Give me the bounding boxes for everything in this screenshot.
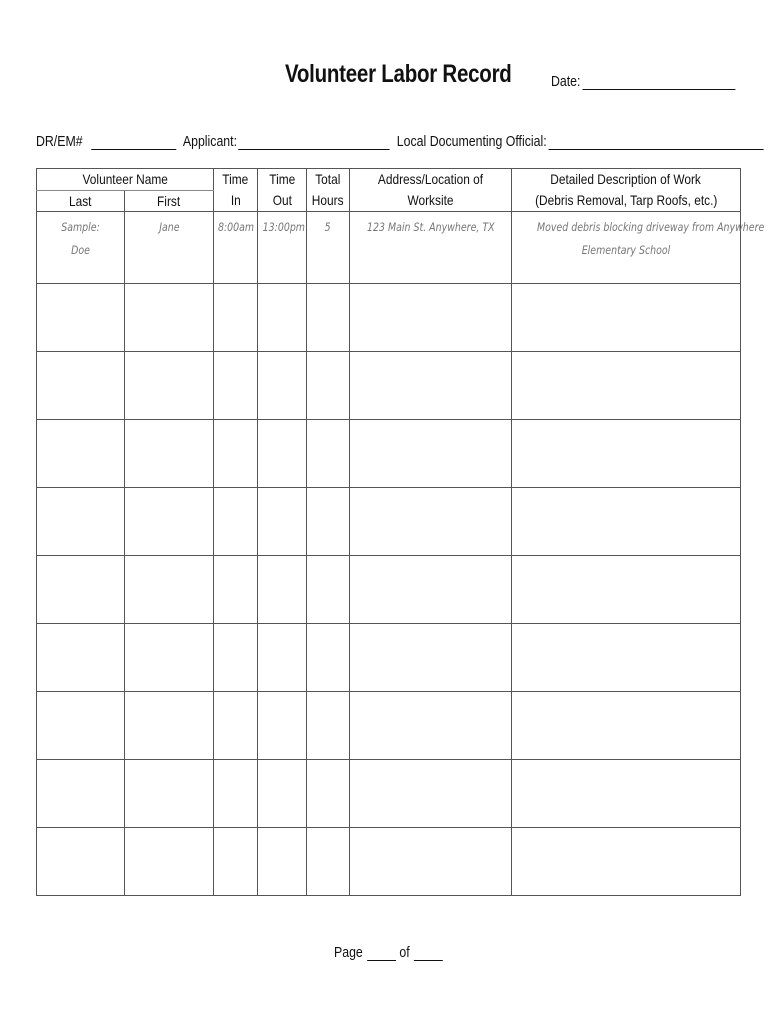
- table-row[interactable]: [37, 624, 741, 692]
- cell-description[interactable]: [512, 488, 741, 556]
- official-input-line[interactable]: [548, 135, 763, 150]
- page-footer: [334, 945, 443, 961]
- cell-first[interactable]: [125, 692, 214, 760]
- cell-hours[interactable]: [307, 692, 350, 760]
- time-in-header: Time In: [214, 169, 258, 212]
- cell-description[interactable]: [512, 760, 741, 828]
- sample-address: 123 Main St. Anywhere, TX: [350, 212, 512, 284]
- cell-address[interactable]: [350, 828, 512, 896]
- cell-time-in[interactable]: [214, 624, 258, 692]
- cell-address[interactable]: [350, 284, 512, 352]
- cell-first[interactable]: [125, 760, 214, 828]
- cell-last[interactable]: [37, 624, 125, 692]
- cell-first[interactable]: [125, 352, 214, 420]
- cell-description[interactable]: [512, 692, 741, 760]
- cell-hours[interactable]: [307, 760, 350, 828]
- cell-address[interactable]: [350, 352, 512, 420]
- sample-description: Moved debris blocking driveway from Anywhere Elementary School: [512, 212, 741, 284]
- first-name-header: First: [125, 191, 214, 212]
- table-row[interactable]: [37, 760, 741, 828]
- official-label: Local Documenting Official:: [396, 134, 547, 150]
- cell-first[interactable]: [125, 624, 214, 692]
- table-row[interactable]: [37, 352, 741, 420]
- cell-description[interactable]: [512, 828, 741, 896]
- table-row[interactable]: [37, 488, 741, 556]
- sample-time-in: 8:00am: [214, 212, 258, 284]
- cell-time-out[interactable]: [258, 352, 307, 420]
- cell-hours[interactable]: [307, 352, 350, 420]
- cell-time-in[interactable]: [214, 760, 258, 828]
- cell-hours[interactable]: [307, 284, 350, 352]
- description-header: Detailed Description of Work (Debris Removal, Tarp Roofs, etc.): [512, 169, 741, 212]
- drem-input-line[interactable]: [91, 135, 176, 150]
- cell-last[interactable]: [37, 556, 125, 624]
- cell-address[interactable]: [350, 692, 512, 760]
- cell-hours[interactable]: [307, 420, 350, 488]
- sample-first-name: Jane: [125, 212, 214, 284]
- cell-hours[interactable]: [307, 488, 350, 556]
- cell-last[interactable]: [37, 284, 125, 352]
- cell-description[interactable]: [512, 624, 741, 692]
- table-row[interactable]: [37, 556, 741, 624]
- cell-time-out[interactable]: [258, 284, 307, 352]
- applicant-label: Applicant:: [182, 134, 238, 150]
- cell-time-in[interactable]: [214, 556, 258, 624]
- cell-time-in[interactable]: [214, 692, 258, 760]
- sample-hours: 5: [307, 212, 350, 284]
- cell-last[interactable]: [37, 420, 125, 488]
- cell-last[interactable]: [37, 760, 125, 828]
- table-row[interactable]: [37, 828, 741, 896]
- cell-time-in[interactable]: [214, 828, 258, 896]
- page-total-line[interactable]: [414, 946, 443, 961]
- cell-last[interactable]: [37, 352, 125, 420]
- table-row[interactable]: [37, 692, 741, 760]
- sample-time-out: 13:00pm: [258, 212, 307, 284]
- time-out-header: Time Out: [258, 169, 307, 212]
- date-field[interactable]: [551, 74, 735, 90]
- drem-label: DR/EM#: [36, 134, 83, 150]
- sample-last-name: Sample: Doe: [37, 212, 125, 284]
- cell-first[interactable]: [125, 284, 214, 352]
- cell-time-out[interactable]: [258, 556, 307, 624]
- sample-row: [37, 212, 741, 284]
- cell-time-out[interactable]: [258, 760, 307, 828]
- cell-description[interactable]: [512, 352, 741, 420]
- cell-time-out[interactable]: [258, 624, 307, 692]
- cell-address[interactable]: [350, 488, 512, 556]
- cell-time-in[interactable]: [214, 352, 258, 420]
- date-label: Date:: [551, 74, 581, 90]
- cell-time-out[interactable]: [258, 488, 307, 556]
- cell-hours[interactable]: [307, 624, 350, 692]
- form-title: Volunteer Labor Record: [285, 60, 512, 88]
- cell-description[interactable]: [512, 556, 741, 624]
- last-name-header: Last: [37, 191, 125, 212]
- address-header: Address/Location of Worksite: [350, 169, 512, 212]
- cell-last[interactable]: [37, 828, 125, 896]
- cell-time-out[interactable]: [258, 828, 307, 896]
- cell-time-in[interactable]: [214, 420, 258, 488]
- cell-time-out[interactable]: [258, 692, 307, 760]
- page-number-line[interactable]: [367, 946, 396, 961]
- cell-hours[interactable]: [307, 828, 350, 896]
- cell-first[interactable]: [125, 488, 214, 556]
- table-header-row: [37, 169, 741, 191]
- page-label: Page: [334, 945, 363, 961]
- cell-time-in[interactable]: [214, 488, 258, 556]
- cell-first[interactable]: [125, 556, 214, 624]
- date-input-line[interactable]: [582, 75, 735, 90]
- form-meta-line: [36, 134, 763, 150]
- cell-hours[interactable]: [307, 556, 350, 624]
- cell-address[interactable]: [350, 760, 512, 828]
- cell-time-in[interactable]: [214, 284, 258, 352]
- cell-description[interactable]: [512, 284, 741, 352]
- cell-first[interactable]: [125, 828, 214, 896]
- labor-record-table: [36, 168, 765, 896]
- volunteer-name-header: Volunteer Name: [37, 169, 214, 191]
- cell-address[interactable]: [350, 624, 512, 692]
- cell-address[interactable]: [350, 556, 512, 624]
- applicant-input-line[interactable]: [239, 135, 390, 150]
- cell-last[interactable]: [37, 692, 125, 760]
- table-row[interactable]: [37, 420, 741, 488]
- cell-last[interactable]: [37, 488, 125, 556]
- of-label: of: [399, 945, 410, 961]
- cell-description[interactable]: [512, 420, 741, 488]
- cell-address[interactable]: [350, 420, 512, 488]
- cell-time-out[interactable]: [258, 420, 307, 488]
- cell-first[interactable]: [125, 420, 214, 488]
- total-hours-header: Total Hours: [307, 169, 350, 212]
- table-row[interactable]: [37, 284, 741, 352]
